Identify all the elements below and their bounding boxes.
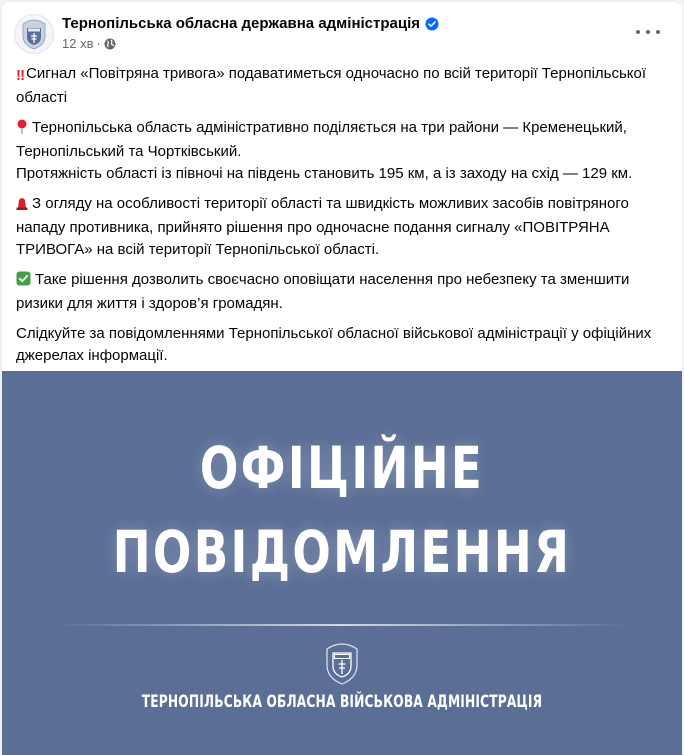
post-header — [2, 2, 682, 58]
more-options-button[interactable] — [636, 24, 660, 40]
post-timestamp[interactable]: 12 хв — [62, 36, 94, 51]
paragraph-alert — [16, 63, 666, 109]
post-card — [2, 2, 682, 755]
check-mark-button-icon — [16, 271, 31, 293]
post-meta — [62, 36, 116, 52]
verified-badge-icon — [425, 17, 439, 31]
paragraph-decision — [16, 193, 666, 261]
paragraph-text: З огляду на особливості території області та швидкість можливих засобів повітряного нападу противника, прийнято рішення про одночасне подання сигналу «ПОВІТРЯНА ТРИВОГА» на всій території Тернопільської області. — [16, 195, 629, 258]
double-exclamation-icon: ‼ — [16, 67, 26, 84]
image-org-name: ТЕРНОПІЛЬСЬКА ОБЛАСНА ВІЙСЬКОВА АДМІНІСТРАЦІЯ — [141, 692, 543, 712]
post-text — [16, 63, 666, 405]
globe-icon[interactable] — [104, 38, 116, 50]
avatar[interactable] — [14, 14, 54, 54]
image-title-line-1: ОФІЦІЙНЕ — [199, 434, 485, 502]
meta-separator: · — [96, 36, 101, 51]
image-title — [77, 426, 607, 594]
paragraph-districts — [16, 117, 666, 185]
image-title-line-2: ПОВІДОМЛЕННЯ — [112, 518, 572, 586]
coat-of-arms-icon — [19, 18, 49, 50]
paragraph-text-distances: Протяжність області із півночі на південь становить 195 км, а із заходу на схід — 129 км. — [16, 165, 633, 182]
paragraph-follow — [16, 323, 666, 367]
post-image[interactable] — [2, 371, 682, 755]
more-options-icon — [656, 30, 660, 34]
paragraph-text: Таке рішення дозволить своєчасно оповіщати населення про небезпеку та зменшити ризики для життя і здоров’я громадян. — [16, 271, 630, 312]
author-name[interactable]: Тернопільська обласна державна адміністрація — [62, 15, 421, 32]
author-line — [62, 15, 439, 33]
siren-light-icon — [16, 195, 28, 217]
image-divider — [52, 624, 632, 626]
more-options-icon — [636, 30, 640, 34]
paragraph-text: Слідкуйте за повідомленнями Тернопільської обласної військової адміністрації у офіційних джерелах інформації. — [16, 325, 652, 364]
coat-of-arms-icon — [322, 641, 362, 685]
paragraph-benefit — [16, 269, 666, 315]
paragraph-text: Тернопільська область адміністративно поділяється на три райони — Кременецький, Тернопільський та Чортківський. — [16, 119, 627, 160]
paragraph-text: Сигнал «Повітряна тривога» подаватиметься одночасно по всій території Тернопільської області — [16, 65, 647, 106]
round-pushpin-icon — [16, 119, 28, 141]
more-options-icon — [646, 30, 650, 34]
